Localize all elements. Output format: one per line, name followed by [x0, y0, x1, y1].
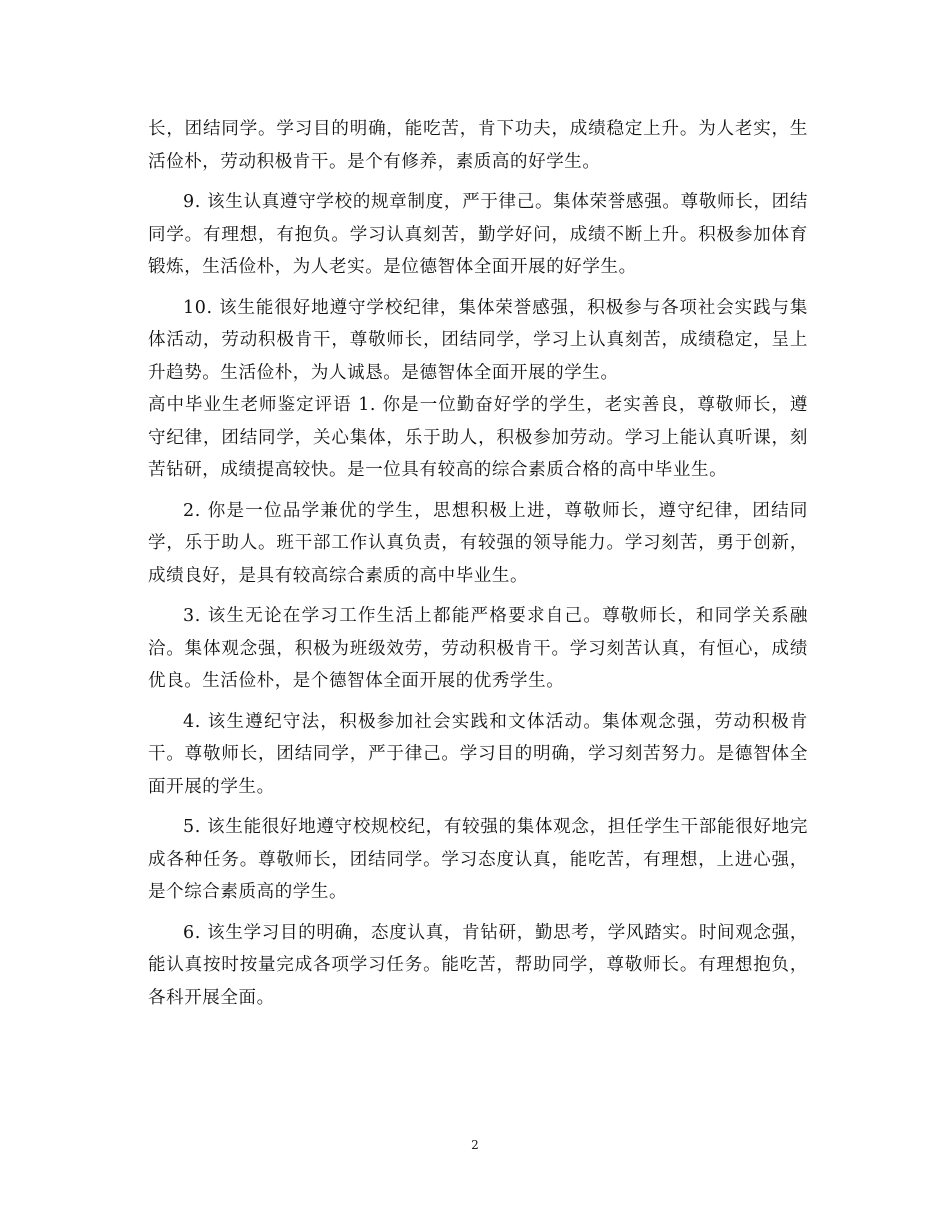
paragraph-item-5: 5. 该生能很好地遵守校规校纪，有较强的集体观念，担任学生干部能很好地完成各种任务。尊敬师长，团结同学。学习态度认真，能吃苦，有理想，上进心强，是个综合素质高的学生。 [148, 817, 808, 902]
document-body [148, 113, 808, 1014]
paragraph-item-1: 1. 你是一位勤奋好学的学生，老实善良，尊敬师长，遵守纪律，团结同学，关心集体，乐于助人，积极参加劳动。学习上能认真听课，刻苦钻研，成绩提高较快。是一位具有较高的综合素质合格的高中毕业生。 [148, 395, 808, 480]
paragraph-section-start [148, 389, 808, 487]
paragraph-item-9: 9. 该生认真遵守学校的规章制度，严于律己。集体荣誉感强。尊敬师长，团结同学。有理想，有抱负。学习认真刻苦，勤学好问，成绩不断上升。积极参加体育锻炼，生活俭朴，为人老实。是位德智体全面开展的好学生。 [148, 192, 808, 277]
section-heading: 高中毕业生老师鉴定评语 [148, 395, 352, 415]
paragraph-item-4: 4. 该生遵纪守法，积极参加社会实践和文体活动。集体观念强，劳动积极肯干。尊敬师长，团结同学，严于律己。学习目的明确，学习刻苦努力。是德智体全面开展的学生。 [148, 711, 808, 797]
paragraph-item-3: 3. 该生无论在学习工作生活上都能严格要求自己。尊敬师长，和同学关系融洽。集体观念强，积极为班级效劳，劳动积极肯干。学习刻苦认真，有恒心，成绩优良。生活俭朴，是个德智体全面开展的优秀学生。 [148, 606, 808, 691]
page-number: 2 [471, 1138, 479, 1152]
paragraph-item-2: 2. 你是一位品学兼优的学生，思想积极上进，尊敬师长，遵守纪律，团结同学，乐于助人。班干部工作认真负责，有较强的领导能力。学习刻苦，勇于创新，成绩良好，是具有较高综合素质的高中毕业生。 [148, 500, 808, 586]
paragraph-item-10: 10. 该生能很好地遵守学校纪律，集体荣誉感强，积极参与各项社会实践与集体活动，劳动积极肯干，尊敬师长，团结同学，学习上认真刻苦，成绩稳定，呈上升趋势。生活俭朴，为人诚恳。是德智体全面开展的学生。 [148, 297, 808, 383]
paragraph-item-6: 6. 该生学习目的明确，态度认真，肯钻研，勤思考，学风踏实。时间观念强，能认真按时按量完成各项学习任务。能吃苦，帮助同学，尊敬师长。有理想抱负，各科开展全面。 [148, 922, 808, 1008]
paragraph-continuation: 长，团结同学。学习目的明确，能吃苦，肯下功夫，成绩稳定上升。为人老实，生活俭朴，劳动积极肯干。是个有修养，素质高的好学生。 [148, 119, 808, 172]
